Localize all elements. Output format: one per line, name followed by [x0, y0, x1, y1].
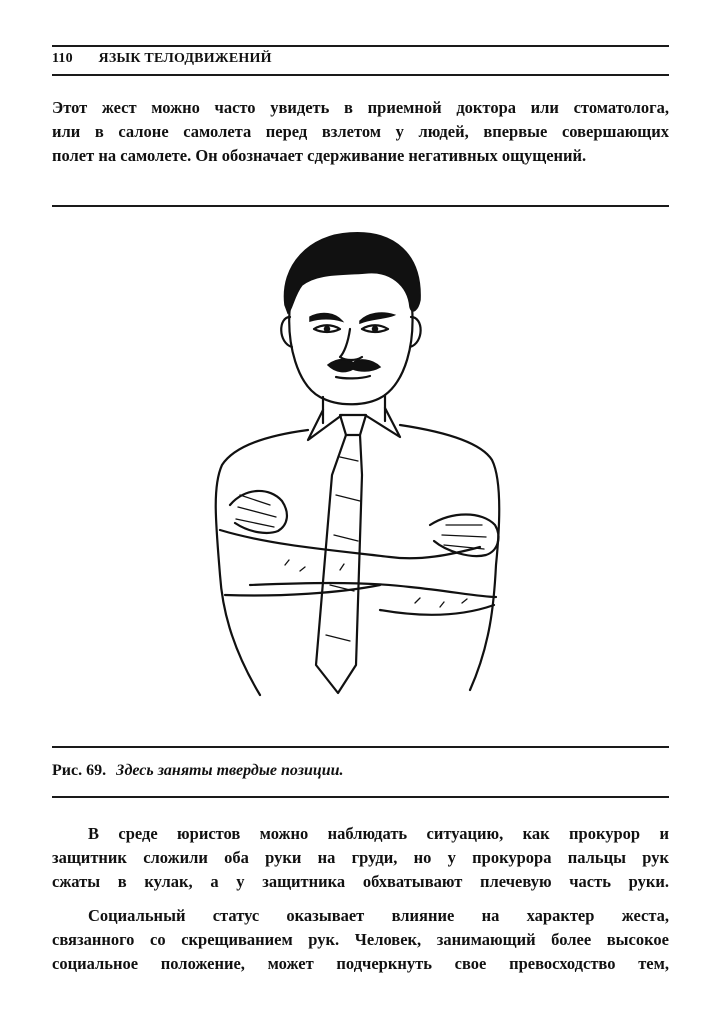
- body-line: защитник сложили оба руки на груди, но у прокурора пальцы рук: [52, 848, 669, 867]
- nose: [340, 329, 362, 360]
- left-eyebrow: [310, 314, 342, 321]
- moustache: [328, 360, 380, 372]
- face-outline: [289, 305, 412, 404]
- right-forearm-lower: [380, 605, 494, 615]
- body-line: Социальный статус оказывает влияние на характер жеста,: [88, 906, 669, 925]
- book-title: ЯЗЫК ТЕЛОДВИЖЕНИЙ: [98, 51, 272, 66]
- hair: [284, 233, 420, 313]
- left-forearm-lower: [225, 585, 380, 596]
- mouth: [336, 376, 370, 378]
- header-top-rule: [52, 45, 669, 47]
- figure-caption-text: Здесь заняты твердые позиции.: [116, 762, 344, 779]
- body-line: связанного со скрещиванием рук. Человек, занимающий более высокое: [52, 930, 669, 949]
- body-paragraph-1: [52, 822, 669, 894]
- intro-line: Этот жест можно часто увидеть в приемной доктора или стоматолога,: [52, 98, 669, 117]
- left-shoulder: [216, 430, 308, 695]
- figure-caption: [52, 762, 669, 780]
- right-fingers: [442, 525, 486, 549]
- right-pupil: [373, 327, 378, 332]
- body-line: социальное положение, может подчеркнуть свое превосходство тем,: [52, 954, 669, 973]
- header-bottom-rule: [52, 74, 669, 76]
- figure-top-rule: [52, 205, 669, 207]
- caption-bottom-rule: [52, 796, 669, 798]
- tie-knot: [340, 415, 366, 435]
- running-header: [52, 51, 669, 67]
- right-eyebrow: [360, 313, 394, 323]
- body-line: В среде юристов можно наблюдать ситуацию, как прокурор и: [88, 824, 669, 843]
- intro-line: или в салоне самолета перед взлетом у людей, впервые совершающих: [52, 122, 669, 141]
- tie: [316, 435, 362, 693]
- left-forearm: [220, 530, 480, 558]
- intro-line: полет на самолете. Он обозначает сдерживание негативных ощущений.: [52, 146, 587, 165]
- caption-top-rule: [52, 746, 669, 748]
- body-paragraph-2: [52, 904, 669, 976]
- right-hand: [430, 515, 498, 557]
- page-number: 110: [52, 51, 73, 66]
- figure-label: Рис. 69.: [52, 762, 107, 779]
- crossed-arms-man-drawing: [190, 225, 530, 710]
- body-line: сжаты в кулак, а у защитника обхватывают плечевую часть руки.: [52, 872, 669, 891]
- left-fingers: [236, 495, 276, 527]
- figure-illustration: [190, 225, 530, 710]
- left-pupil: [325, 327, 330, 332]
- intro-paragraph: [52, 96, 669, 168]
